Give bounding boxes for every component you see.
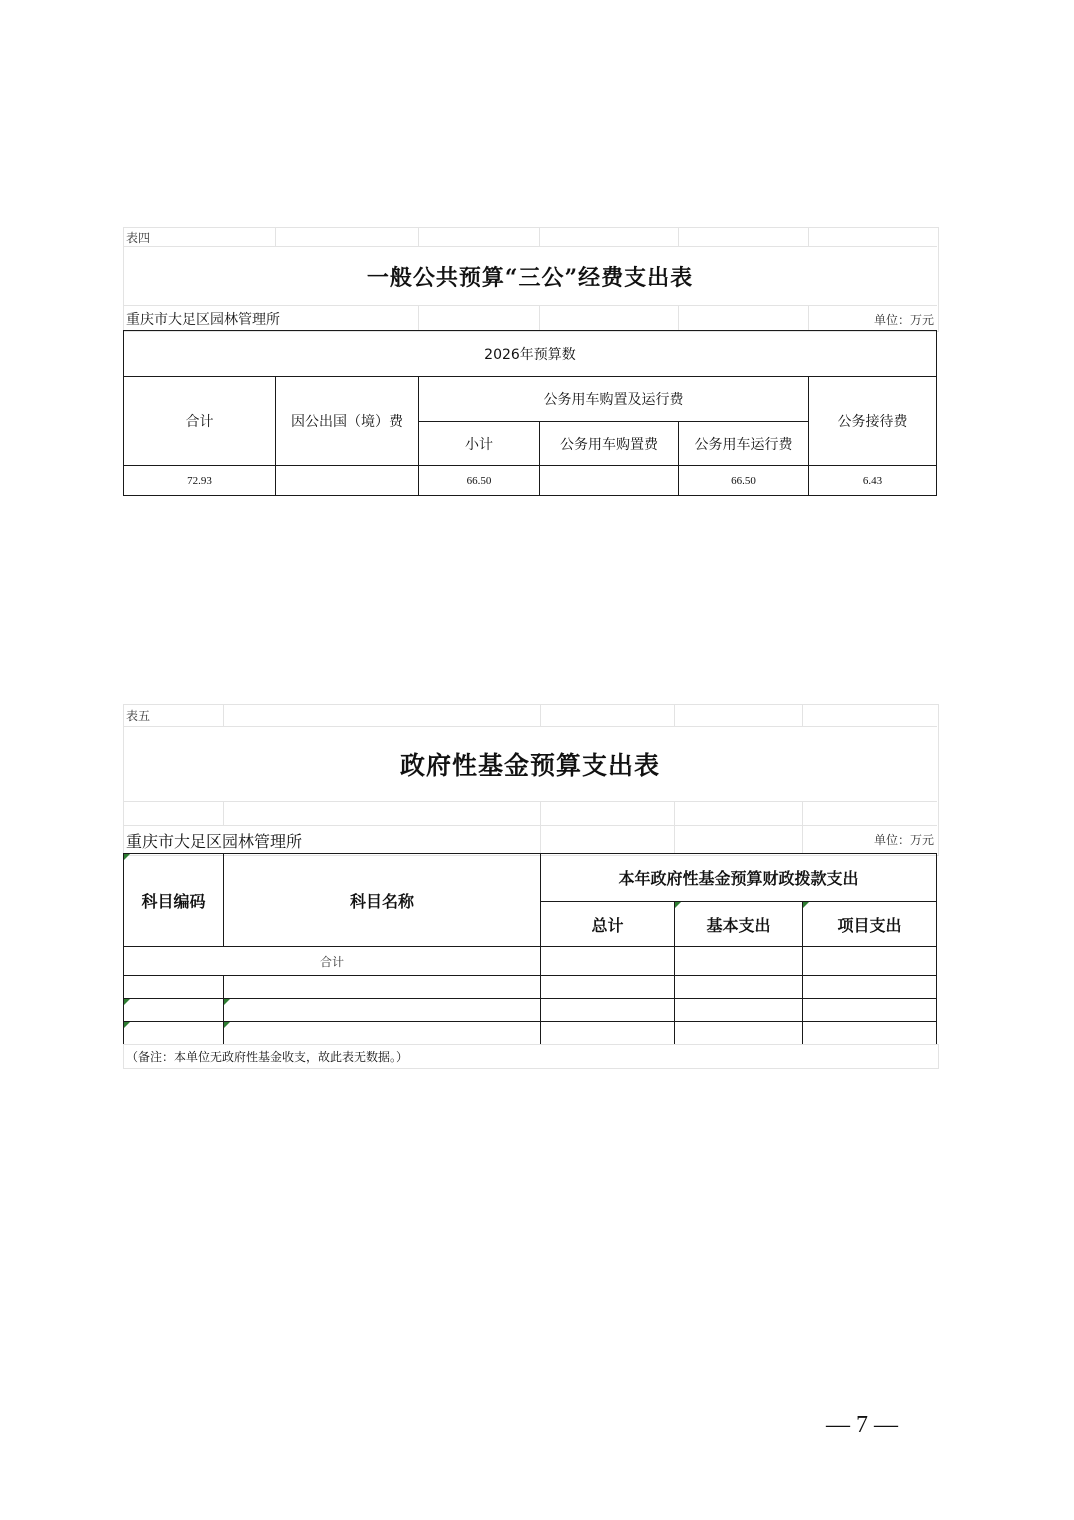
- col-vehicle-purchase: 公务用车购置费: [539, 421, 679, 466]
- col-basic: 基本支出: [674, 901, 803, 947]
- value-vehicle-operation: 66.50: [678, 465, 809, 496]
- col-total: 合计: [123, 376, 276, 466]
- gridline: [418, 227, 419, 246]
- gridline: [418, 305, 419, 330]
- gridline: [539, 227, 540, 246]
- table-row: [674, 975, 803, 999]
- col-vehicle-operation: 公务用车运行费: [678, 421, 809, 466]
- sum-total: [540, 946, 675, 976]
- budget-header: 2026年预算数: [123, 330, 937, 377]
- cell-marker-icon: [224, 999, 230, 1005]
- table-title: 一般公共预算“三公”经费支出表: [366, 264, 694, 291]
- table-tag: 表四: [126, 231, 151, 245]
- gridline: [275, 227, 276, 246]
- sum-basic: [674, 946, 803, 976]
- sum-project: [802, 946, 937, 976]
- cell-marker-icon: [124, 1022, 130, 1028]
- gridline: [540, 704, 541, 726]
- gridline: [802, 801, 803, 854]
- gridline: [678, 227, 679, 246]
- table-title: 政府性基金预算支出表: [399, 751, 660, 780]
- gridline: [223, 801, 224, 825]
- table-row: [802, 1021, 937, 1045]
- gridline: [123, 801, 937, 802]
- gridline: [540, 801, 541, 854]
- col-subtotal: 小计: [418, 421, 540, 466]
- col-code: 科目编码: [123, 853, 224, 947]
- table-row: [223, 1021, 541, 1045]
- gridline: [808, 227, 809, 246]
- table-row: [674, 998, 803, 1022]
- col-vehicle: 公务用车购置及运行费: [418, 376, 809, 422]
- col-project: 项目支出: [802, 901, 937, 947]
- cell-marker-icon: [803, 902, 809, 908]
- gridline: [223, 704, 224, 726]
- col-name: 科目名称: [223, 853, 541, 947]
- value-total: 72.93: [123, 465, 276, 496]
- table-row: [802, 998, 937, 1022]
- table-row: [123, 998, 224, 1022]
- cell-marker-icon: [124, 854, 130, 860]
- table-row: [223, 998, 541, 1022]
- gridline: [123, 825, 937, 826]
- table-row: [540, 975, 675, 999]
- unit-label: 单位：万元: [873, 833, 934, 847]
- col-reception: 公务接待费: [808, 376, 937, 466]
- table-row: [223, 975, 541, 999]
- col-abroad: 因公出国（境）费: [275, 376, 419, 466]
- table-row: [674, 1021, 803, 1045]
- table-row: [540, 998, 675, 1022]
- gridline: [539, 305, 540, 330]
- cell-marker-icon: [124, 999, 130, 1005]
- col-total: 总计: [540, 901, 675, 947]
- cell-marker-icon: [224, 1022, 230, 1028]
- table-tag: 表五: [126, 709, 151, 723]
- value-vehicle-purchase: [539, 465, 679, 496]
- org-name: 重庆市大足区园林管理所: [126, 832, 303, 851]
- unit-label: 单位：万元: [873, 313, 934, 327]
- gridline: [678, 305, 679, 330]
- col-group: 本年政府性基金预算财政拨款支出: [540, 853, 937, 902]
- value-abroad: [275, 465, 419, 496]
- table-row: [802, 975, 937, 999]
- value-subtotal: 66.50: [418, 465, 540, 496]
- table-row: [123, 975, 224, 999]
- sum-label: 合计: [123, 946, 541, 976]
- table-note: （备注：本单位无政府性基金收支，故此表无数据。）: [126, 1050, 409, 1064]
- org-name: 重庆市大足区园林管理所: [126, 312, 280, 328]
- gridline: [808, 305, 809, 330]
- gridline: [802, 704, 803, 726]
- page-number: — 7 —: [826, 1412, 898, 1438]
- gridline: [123, 305, 937, 306]
- cell-marker-icon: [675, 902, 681, 908]
- gridline: [674, 801, 675, 854]
- gridline: [674, 704, 675, 726]
- table-row: [123, 1021, 224, 1045]
- value-reception: 6.43: [808, 465, 937, 496]
- table-row: [540, 1021, 675, 1045]
